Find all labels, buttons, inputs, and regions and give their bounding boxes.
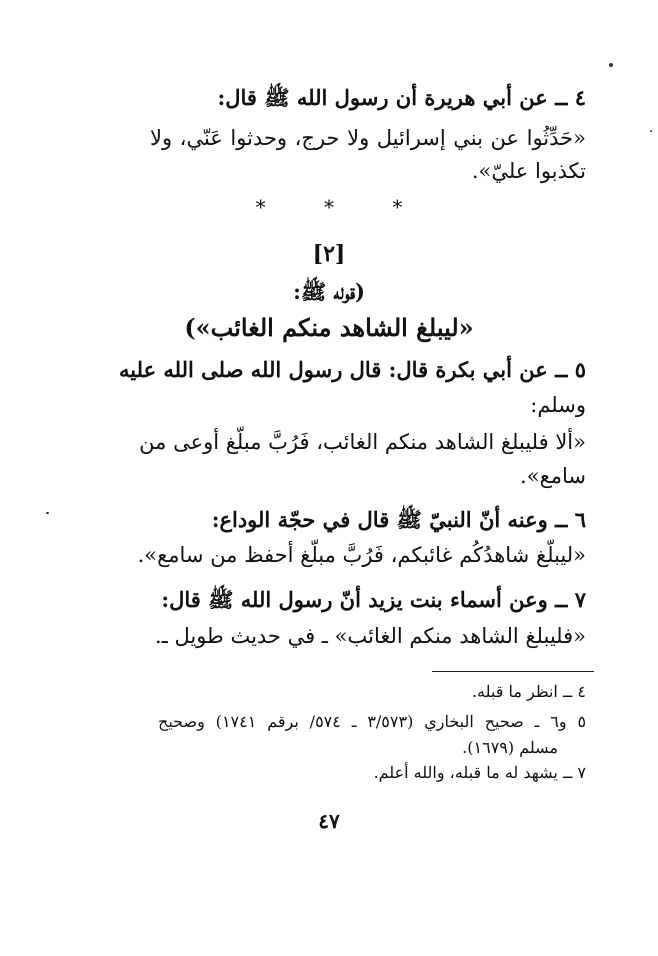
scan-speck [609,63,613,67]
section-number: [٢] [312,241,346,267]
hadith-5-intro: ٥ ــ عن أبي بكرة قال: قال رسول الله صلى الله عليه [119,357,586,382]
page-number: ٤٧ [318,809,340,833]
scan-speck [650,130,652,132]
scan-speck [46,512,49,514]
section-heading: (قوله ﷺ: [293,279,365,304]
hadith-7-text: «فليبلغ الشاهد منكم الغائب» ـ في حديث طويل ـ. [154,624,586,648]
section-divider-stars: * * * [255,195,429,219]
hadith-5-text-line-1: «ألا فليبلغ الشاهد منكم الغائب، فَرُبَّ مبلّغ أوعى من [139,430,586,454]
hadith-4-text-line-2: تكذبوا عليّ». [471,159,586,183]
hadith-5-intro-cont: وسلم: [530,393,586,417]
footnote-5-6-line-1: ٥ و٦ ـ صحيح البخاري (٣/٥٧٣ ـ ٥٧٤/ برقم ١٧٤١) وصحيح [158,712,587,731]
footnote-4: ٤ ــ انظر ما قبله. [471,682,586,701]
footnote-separator [432,671,594,672]
section-title: «ليبلغ الشاهد منكم الغائب») [184,313,474,342]
hadith-6-text: «ليبلّغ شاهدُكُم غائبكم، فَرُبَّ مبلّغ أحفظ من سامع». [137,543,586,567]
footnote-7: ٧ ــ يشهد له ما قبله، والله أعلم. [373,763,586,782]
hadith-4-intro: ٤ ــ عن أبي هريرة أن رسول الله ﷺ قال: [217,85,586,110]
hadith-7-intro: ٧ ــ وعن أسماء بنت يزيد أنّ رسول الله ﷺ قال: [161,587,586,612]
hadith-6-intro: ٦ ــ وعنه أنّ النبيّ ﷺ قال في حجّة الوداع: [211,507,586,532]
hadith-4-text-line-1: «حَدِّثُوا عن بني إسرائيل ولا حرج، وحدثوا عَنّي، ولا [150,126,586,150]
hadith-5-text-line-2: سامع». [520,464,586,488]
footnote-5-6-line-2: مسلم (١٦٧٩). [462,738,558,757]
